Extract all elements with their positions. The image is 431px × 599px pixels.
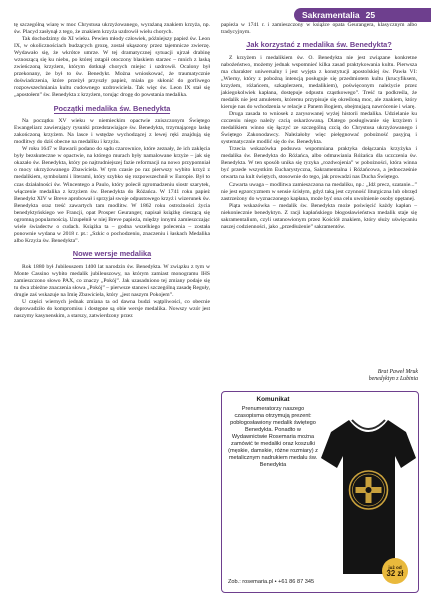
section-title: Sakramentalia bbox=[302, 10, 360, 20]
paragraph: Piąta wskazówka – medalik św. Benedykta może poświęcić każdy kapłan – niekoniecznie benedyktyn. Z racji kapłańskiego błogosławieństwa medalik staje się sakramentalium, czyli ustanowionym przez Kościół znakiem, który służy uświęcaniu naszej codzienności, jako „przedłużenie” sakramentów. bbox=[221, 202, 417, 230]
paragraph: U części wiernych jednak zmiana ta od dawna budzi wątpliwości, co obecnie doprowadziło do kompromisu i dostępne są obie wersje medalika. Nowszy wzór jest naszymy kasynenskim, a starszy, zatwierdzony przez bbox=[14, 298, 210, 319]
paragraph: Na początku XV wieku w niemieckim opactwie zniszczonym Świętego Ewangeliarz zawierający rysunki przedstawiające św. Benedykta, trzymającego laskę zakończoną krzyżem. Na lasce i wstędze wychodzącej z lewej ręki znajdują się modlitwy do dziś obecne na medaliku i krzyżu. bbox=[14, 118, 210, 146]
heading-text: Jak korzystać z medalika św. Benedykta? bbox=[246, 40, 392, 50]
paragraph: tę szczególną wiarę w moc Chrystusa ukrzyżowanego, wyrażaną znakiem krzyża, np. św. Placyd zasłynął z tego, że znakiem krzyża uzdrowił wielu chorych. bbox=[14, 22, 210, 36]
collar-icon bbox=[352, 420, 385, 429]
price-prefix: już od bbox=[388, 564, 402, 570]
paragraph: Trzecia wskazówka podsuwa wspomniana praktyka dołączania krzyżyka i medalika św. Benedykta do Różańca, albo odmawiania Różańca dla uczczenia św. Benedykta. W ten sposób unika się ryzyka „rozdwojenia” w pobożności, która winna być przede wszystkim Eucharystyczna, Sakramentalna i Różańcowa, a jednocześnie otwarta na kult świętych, stosownie do tego, jak prowadzi nas Ducha Świętego. bbox=[221, 146, 417, 181]
author-affiliation: benedyktyn z Lubinia bbox=[368, 376, 418, 382]
price-badge bbox=[382, 558, 408, 584]
paragraph: Rok 1880 był Jubileuszem 1400 lat narodzin św. Benedykta. W związku z tym w Monte Cassino wybito medalik jubileuszowy, na którym zamiast monogramu IHS zamieszczono słowo PAX, co znaczy „Pokój”. Jak uzasadniono tej zmiany podaje się tu dwa zbieżne znaczenia słowa „Pokój” – pierwsze stanowi szczególną zasadę Reguły, drugie zaś wskazuje na Imię Zbawiciela, który „jest naszym Pokojem”. bbox=[14, 263, 210, 298]
paragraph: Z krzyżem i medalikiem św. O. Benedykta nie jest związane konkretne nabożeństwo, możemy jednak wspomnieć kilka zasad praktykowania kultu. Pierwsza ma charakter uniwersalny i jest wyjęta z konstytucji apostolskiej św. Pawła VI: „Wierny, który z pobożną intencją posługuje się przedmiotem kultu (krucyfiksem, krzyżem, różańcem, szkaplerzem, medalikiem), poświęconym należycie przez jakiegokolwiek kapłana, dostępuje odpustu cząstkowego”. Treść ta podkreśla, że medalik nie jest amuletem, któremu przypisuje się określoną moc, ale znakiem, który kieruje nas do wchodzenia w relacje z Panem Bogiem, obejmującą nawrócenie i wiarę. bbox=[221, 54, 417, 111]
paragraph: Tak dochodzimy do XI wieku. Pewien młody człowiek, późniejszy papież św. Leon IX, w okolicznościach budzących grozę, został ukąszony przez tajemnicze zwierzę. Wydawało się, że wkrótce umrze. W tej dramatycznej sytuacji ujrzał drabinę wznoszącą się ku niebu, po której zstąpił otoczony blaskiem starzec – mnich z laską zwieńczoną krzyżem, którym dotknął chorych miejsc i uzdrowił. Ocalony był przekonany, że był to św. Benedykt. Można wnioskować, że traumatycznie doświadczenia, które przeżył przyszły papież, miała go skłonić do gorliwego rozpowszechniania kultu cudownego uzdrowiciela. Tak więc św. Leon IX stał się „apostołem” św. Benedykta z krzyżem, torując drogę do powstania medalika. bbox=[14, 36, 210, 99]
paragraph: Druga zasada to wniosek z zarysowanej wyżej historii medalika. Udzielanie ku czczeniu niego należy czcią oskarżowaną. Dlatego posługiwanie się krzyżem i medalikiem winno się łączyć ze szczególną czcią do Chrystusa ukrzyżowanego i Świętego Zakonodawcy. Należałoby więc pielęgnować pobożność pasyjną i systematycznie modlić się do św. Benedykta. bbox=[221, 111, 417, 146]
section-heading bbox=[14, 105, 210, 114]
section-header bbox=[294, 8, 431, 22]
section-heading bbox=[221, 41, 417, 50]
t-shirt-image bbox=[319, 398, 418, 584]
paragraph: Czwarta uwaga – modlitwa zamieszczona na medaliku, np.: „Idź precz, szatanie...” nie jest egzorcyzmem w sensie ścisłym, gdyż taką jest czynność liturgiczna lub obrzęd zastrzeżony do wyznaczonego kapłana, może być ona celu uwolnienie osoby opętanej. bbox=[221, 181, 417, 202]
page-number: 25 bbox=[365, 10, 376, 20]
paragraph: W roku 1647 w Bawarii podano do sądu czarownice, które zeznały, że ich zaklęcia były bezskuteczne w opactwie, na którego murach były namalowane krzyże – jak się okazało św. Benedykta, który po najtrudniejszej fazie reformacji na nowo przypomniał o mocy ukrzyżowanego Zbawiciela. W tym czasie po raz pierwszy wybito krzyż z medalikiem, symbolami i literami, który szybko się rozpowszechnił w Europie. Był to czas działalności św. Wincentego a Paulo, który polecił zgromadzeniu siostr szarytek, włączenie medalika z krzyżem św. Benedykta do Różańca. W 1741 roku papież Benedykt XIV w Breve aprobował i sprzyjał swoje odpustowego krzyż i wizerunek św. Benedykta oraz treść zawartych tam modlitw. W 1862 roku ostrożności życia benedyktyńskiego we Francji, opat Prosper Geuranger, napisał książkę cieszącą się ogromną popularnością. Uzupełnił w niej Breve papieża, między innymi zamieszczając wiele świadectw o cudach. Książka ta – godna wszelkiego polecenia – została ponownie wydana w 2018 r. pt.: „Szkic o pochodzeniu, znaczeniu i łaskach Medalika albo Krzyża św. Benedykta”. bbox=[14, 146, 210, 244]
heading-text: Początki medalika św. Benedykta bbox=[53, 103, 171, 113]
author-name: Brat Paweł Mruk bbox=[377, 369, 418, 375]
author-signature bbox=[314, 369, 418, 383]
section-heading bbox=[14, 250, 210, 259]
price-amount: 32 zł bbox=[386, 568, 404, 578]
announcement-box bbox=[221, 391, 419, 593]
box-contact: Zob.: rosemaria.pl • +61 86 87 345 bbox=[228, 579, 315, 585]
heading-text: Nowe wersje medalika bbox=[72, 248, 152, 258]
box-title: Komunikat bbox=[256, 396, 290, 403]
right-column bbox=[221, 22, 417, 231]
paragraph: papieża w 1741 r. i zamieszczony w książce opata Geurangera, klasycznym albo tradycyjnym. bbox=[221, 22, 417, 36]
left-column bbox=[14, 22, 210, 320]
box-text: Prenumeratorzy naszego czasopisma otrzymują prezent: pobłogosławiony medalik świętego Benedykta. Ponadto w Wydawnictwie Rosemaria można zamówić te medaliki oraz koszulki (męskie, damskie, różne rozmiary) z metalicznym nadrukiem medalu św. Benedykta bbox=[228, 406, 318, 469]
